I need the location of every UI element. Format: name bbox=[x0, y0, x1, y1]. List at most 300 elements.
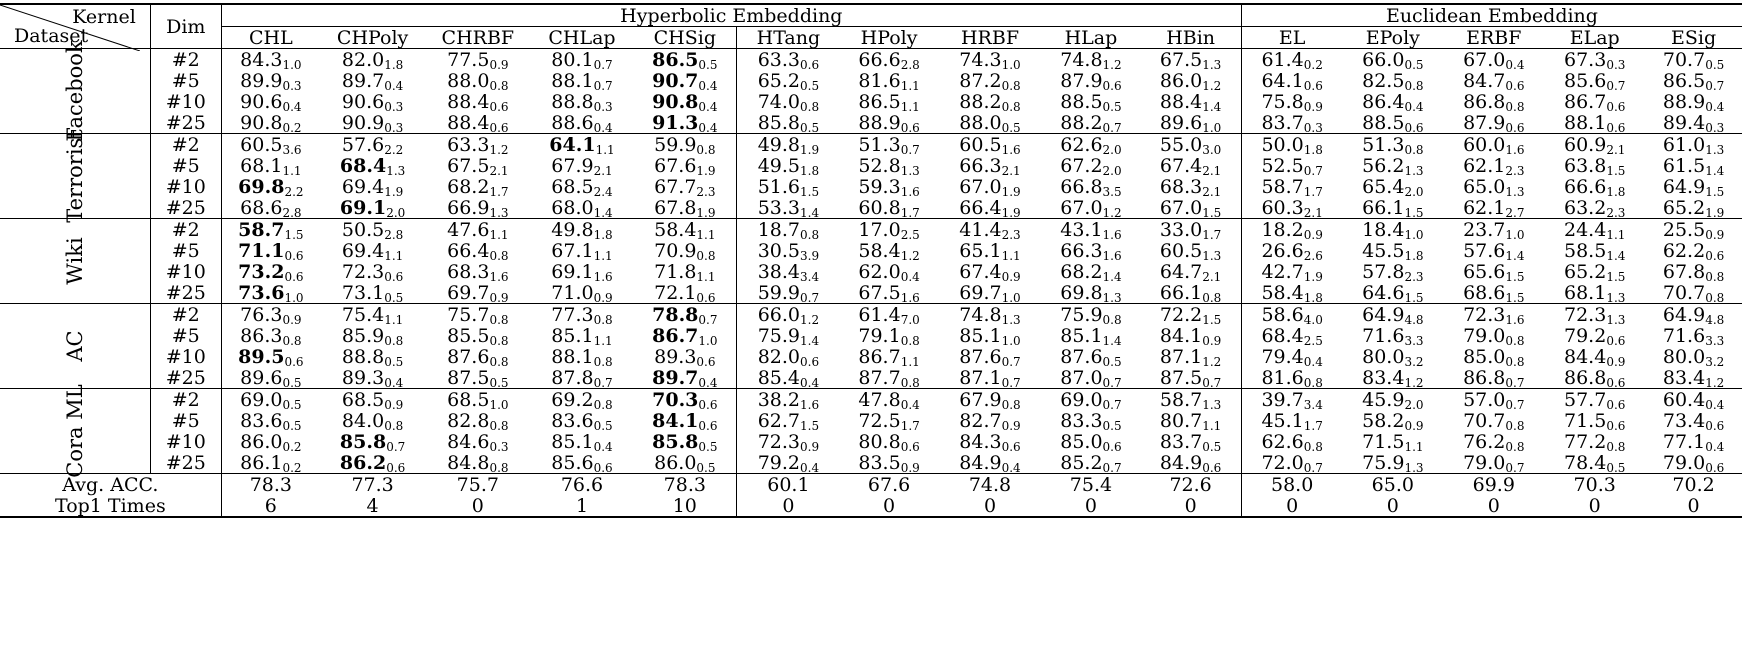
std-value: 3.9 bbox=[800, 248, 820, 263]
std-value: 0.5 bbox=[696, 460, 716, 475]
accuracy-value: 67.1 bbox=[551, 239, 594, 262]
dim-cell: #10 bbox=[150, 431, 221, 452]
accuracy-value: 50.0 bbox=[1261, 133, 1304, 156]
accuracy-value: 86.8 bbox=[1463, 366, 1506, 389]
std-value: 0.5 bbox=[1102, 99, 1122, 114]
std-value: 1.0 bbox=[698, 333, 718, 348]
std-value: 1.8 bbox=[593, 227, 613, 242]
accuracy-value: 49.5 bbox=[757, 154, 800, 177]
result-cell bbox=[320, 389, 425, 411]
std-value: 0.5 bbox=[698, 439, 718, 454]
result-cell bbox=[840, 91, 939, 112]
accuracy-value: 58.2 bbox=[1362, 409, 1405, 432]
result-cell bbox=[1042, 389, 1141, 411]
accuracy-value: 85.8 bbox=[339, 430, 387, 453]
std-value: 1.5 bbox=[1404, 205, 1424, 220]
std-value: 0.7 bbox=[1102, 375, 1122, 390]
result-cell bbox=[1544, 49, 1645, 71]
result-cell bbox=[221, 282, 320, 304]
accuracy-value: 74.0 bbox=[757, 90, 800, 113]
result-cell bbox=[737, 304, 840, 326]
std-value: 0.9 bbox=[1202, 333, 1222, 348]
result-cell bbox=[320, 410, 425, 431]
result-cell bbox=[1645, 112, 1742, 134]
top1-times-value: 0 bbox=[1386, 494, 1399, 517]
accuracy-value: 85.1 bbox=[551, 324, 594, 347]
accuracy-value: 80.0 bbox=[1362, 345, 1405, 368]
std-value: 3.0 bbox=[1202, 142, 1222, 157]
accuracy-value: 70.7 bbox=[1662, 48, 1706, 71]
accuracy-value: 89.7 bbox=[341, 69, 385, 92]
accuracy-value: 68.1 bbox=[240, 154, 283, 177]
accuracy-value: 60.9 bbox=[1564, 133, 1607, 156]
std-value: 0.6 bbox=[1202, 460, 1222, 475]
accuracy-value: 66.3 bbox=[1060, 239, 1103, 262]
top1-times-value: 0 bbox=[1184, 494, 1197, 517]
result-cell bbox=[1140, 410, 1241, 431]
std-value: 1.6 bbox=[1001, 142, 1021, 157]
std-value: 3.2 bbox=[1705, 354, 1725, 369]
result-cell bbox=[840, 197, 939, 219]
accuracy-value: 70.3 bbox=[652, 388, 699, 411]
std-value: 1.7 bbox=[489, 184, 509, 199]
accuracy-value: 86.8 bbox=[1564, 366, 1607, 389]
accuracy-value: 85.5 bbox=[447, 324, 490, 347]
std-value: 0.6 bbox=[1606, 99, 1626, 114]
accuracy-value: 58.5 bbox=[1564, 239, 1607, 262]
result-cell bbox=[938, 112, 1041, 134]
top1-times-value: 0 bbox=[1084, 494, 1097, 517]
accuracy-value: 71.1 bbox=[238, 239, 285, 262]
accuracy-value: 71.8 bbox=[654, 260, 697, 283]
result-cell bbox=[530, 325, 633, 346]
result-cell bbox=[530, 410, 633, 431]
result-cell bbox=[1042, 240, 1141, 261]
std-value: 0.8 bbox=[489, 418, 509, 433]
accuracy-value: 84.4 bbox=[1564, 345, 1607, 368]
accuracy-value: 82.0 bbox=[341, 48, 385, 71]
accuracy-value: 71.5 bbox=[1564, 409, 1607, 432]
result-cell bbox=[737, 240, 840, 261]
accuracy-value: 88.2 bbox=[1060, 111, 1103, 134]
avg-acc-value: 70.3 bbox=[1573, 473, 1616, 496]
result-cell bbox=[1544, 155, 1645, 176]
accuracy-value: 61.4 bbox=[1261, 48, 1304, 71]
std-value: 0.7 bbox=[1102, 120, 1122, 135]
accuracy-value: 67.8 bbox=[654, 196, 697, 219]
dim-header: Dim bbox=[150, 4, 221, 49]
accuracy-value: 85.1 bbox=[959, 324, 1002, 347]
accuracy-value: 75.4 bbox=[341, 303, 385, 326]
accuracy-value: 79.0 bbox=[1463, 324, 1506, 347]
std-value: 0.6 bbox=[1705, 460, 1725, 475]
std-value: 0.6 bbox=[1606, 120, 1626, 135]
kernel-header-hlap: HLap bbox=[1042, 27, 1141, 49]
accuracy-value: 64.1 bbox=[549, 133, 596, 156]
result-cell bbox=[1140, 325, 1241, 346]
result-cell bbox=[938, 155, 1041, 176]
result-cell bbox=[221, 261, 320, 282]
accuracy-value: 57.7 bbox=[1564, 388, 1607, 411]
accuracy-value: 84.6 bbox=[447, 430, 490, 453]
accuracy-value: 68.1 bbox=[1564, 281, 1607, 304]
result-cell bbox=[840, 155, 939, 176]
result-cell bbox=[737, 197, 840, 219]
result-cell bbox=[1544, 112, 1645, 134]
result-cell bbox=[1342, 282, 1443, 304]
std-value: 0.8 bbox=[1202, 290, 1222, 305]
accuracy-value: 69.7 bbox=[959, 281, 1002, 304]
result-cell bbox=[1443, 367, 1544, 389]
std-value: 1.9 bbox=[384, 184, 404, 199]
result-cell bbox=[1342, 452, 1443, 474]
std-value: 1.5 bbox=[800, 184, 820, 199]
std-value: 0.8 bbox=[1505, 354, 1525, 369]
accuracy-value: 84.8 bbox=[447, 451, 490, 474]
result-cell bbox=[1645, 431, 1742, 452]
dataset-label: Dataset bbox=[14, 25, 89, 47]
std-value: 0.4 bbox=[800, 375, 820, 390]
accuracy-value: 74.3 bbox=[959, 48, 1002, 71]
std-value: 0.7 bbox=[1505, 397, 1525, 412]
result-cell bbox=[737, 389, 840, 411]
std-value: 0.6 bbox=[698, 418, 718, 433]
result-cell bbox=[1342, 70, 1443, 91]
accuracy-value: 88.8 bbox=[341, 345, 385, 368]
std-value: 1.1 bbox=[1001, 248, 1021, 263]
dim-cell: #5 bbox=[150, 240, 221, 261]
std-value: 1.9 bbox=[696, 205, 716, 220]
result-cell bbox=[1042, 70, 1141, 91]
accuracy-value: 89.9 bbox=[240, 69, 283, 92]
accuracy-value: 57.0 bbox=[1463, 388, 1506, 411]
result-cell bbox=[634, 261, 737, 282]
std-value: 0.7 bbox=[1001, 375, 1021, 390]
std-value: 1.7 bbox=[900, 205, 920, 220]
accuracy-value: 64.6 bbox=[1362, 281, 1405, 304]
result-cell bbox=[1042, 112, 1141, 134]
accuracy-value: 85.1 bbox=[551, 430, 594, 453]
result-cell bbox=[1443, 70, 1544, 91]
top1-times-value: 0 bbox=[883, 494, 896, 517]
accuracy-value: 58.4 bbox=[654, 218, 697, 241]
accuracy-value: 90.7 bbox=[652, 69, 699, 92]
result-cell bbox=[1645, 452, 1742, 474]
std-value: 1.4 bbox=[1202, 99, 1222, 114]
accuracy-value: 66.0 bbox=[757, 303, 800, 326]
accuracy-value: 86.7 bbox=[858, 345, 901, 368]
std-value: 0.6 bbox=[1505, 78, 1525, 93]
std-value: 0.8 bbox=[593, 312, 613, 327]
result-cell bbox=[1042, 91, 1141, 112]
table-row bbox=[0, 70, 1742, 91]
avg-acc-value: 70.2 bbox=[1672, 473, 1715, 496]
accuracy-value: 67.9 bbox=[551, 154, 594, 177]
result-cell bbox=[1645, 70, 1742, 91]
result-cell bbox=[1241, 304, 1342, 326]
std-value: 1.5 bbox=[1505, 290, 1525, 305]
result-cell bbox=[221, 325, 320, 346]
result-cell bbox=[737, 49, 840, 71]
result-cell bbox=[530, 219, 633, 241]
result-cell bbox=[634, 304, 737, 326]
result-cell bbox=[840, 49, 939, 71]
result-cell bbox=[938, 452, 1041, 474]
accuracy-value: 72.5 bbox=[858, 409, 901, 432]
accuracy-value: 68.3 bbox=[447, 260, 490, 283]
hyperbolic-group-header: Hyperbolic Embedding bbox=[221, 4, 1241, 27]
std-value: 0.5 bbox=[384, 354, 404, 369]
std-value: 0.8 bbox=[696, 248, 716, 263]
result-cell bbox=[1544, 410, 1645, 431]
accuracy-value: 66.1 bbox=[1159, 281, 1203, 304]
accuracy-value: 89.7 bbox=[652, 366, 699, 389]
kernel-header-hpoly: HPoly bbox=[840, 27, 939, 49]
result-cell bbox=[1342, 367, 1443, 389]
result-cell bbox=[938, 197, 1041, 219]
result-cell bbox=[530, 431, 633, 452]
accuracy-value: 86.0 bbox=[240, 430, 283, 453]
accuracy-value: 75.9 bbox=[757, 324, 800, 347]
result-cell bbox=[1042, 261, 1141, 282]
std-value: 0.9 bbox=[1001, 269, 1021, 284]
result-cell bbox=[1645, 219, 1742, 241]
accuracy-value: 87.8 bbox=[551, 366, 594, 389]
accuracy-value: 82.0 bbox=[757, 345, 800, 368]
accuracy-value: 51.6 bbox=[757, 175, 800, 198]
result-cell bbox=[840, 304, 939, 326]
result-cell bbox=[1342, 346, 1443, 367]
kernel-header-el: EL bbox=[1241, 27, 1342, 49]
accuracy-value: 33.0 bbox=[1159, 218, 1203, 241]
result-cell bbox=[1443, 91, 1544, 112]
std-value: 0.7 bbox=[1505, 460, 1525, 475]
accuracy-value: 86.5 bbox=[652, 48, 699, 71]
dim-cell: #2 bbox=[150, 219, 221, 241]
accuracy-value: 85.2 bbox=[1060, 451, 1103, 474]
accuracy-value: 38.2 bbox=[757, 388, 800, 411]
result-cell bbox=[530, 282, 633, 304]
accuracy-value: 60.5 bbox=[240, 133, 283, 156]
accuracy-value: 64.9 bbox=[1662, 175, 1706, 198]
std-value: 2.3 bbox=[1404, 269, 1424, 284]
std-value: 0.8 bbox=[1606, 439, 1626, 454]
std-value: 1.2 bbox=[800, 312, 820, 327]
std-value: 0.7 bbox=[800, 290, 820, 305]
std-value: 0.6 bbox=[800, 354, 820, 369]
std-value: 0.8 bbox=[1303, 375, 1323, 390]
dataset-cell bbox=[0, 304, 150, 389]
std-value: 0.8 bbox=[1505, 418, 1525, 433]
accuracy-value: 72.3 bbox=[341, 260, 385, 283]
accuracy-value: 55.0 bbox=[1159, 133, 1203, 156]
std-value: 1.1 bbox=[900, 78, 920, 93]
std-value: 1.8 bbox=[1303, 290, 1323, 305]
std-value: 0.6 bbox=[284, 248, 304, 263]
std-value: 0.9 bbox=[1303, 227, 1323, 242]
result-cell bbox=[634, 325, 737, 346]
accuracy-value: 83.7 bbox=[1159, 430, 1203, 453]
std-value: 0.4 bbox=[800, 460, 820, 475]
std-value: 0.6 bbox=[1303, 78, 1323, 93]
accuracy-value: 79.4 bbox=[1261, 345, 1304, 368]
accuracy-value: 88.1 bbox=[551, 69, 594, 92]
std-value: 1.7 bbox=[1303, 418, 1323, 433]
std-value: 1.0 bbox=[284, 290, 304, 305]
std-value: 2.1 bbox=[1303, 205, 1323, 220]
std-value: 1.3 bbox=[1001, 312, 1021, 327]
accuracy-value: 49.8 bbox=[757, 133, 800, 156]
std-value: 0.6 bbox=[1606, 418, 1626, 433]
std-value: 1.0 bbox=[489, 397, 509, 412]
result-cell bbox=[1342, 325, 1443, 346]
result-cell bbox=[221, 240, 320, 261]
std-value: 0.9 bbox=[1705, 227, 1725, 242]
accuracy-value: 60.5 bbox=[959, 133, 1002, 156]
accuracy-value: 81.6 bbox=[1261, 366, 1304, 389]
accuracy-value: 83.7 bbox=[1261, 111, 1304, 134]
result-cell bbox=[221, 134, 320, 156]
dataset-name: Wiki bbox=[62, 237, 87, 285]
std-value: 0.6 bbox=[900, 439, 920, 454]
result-cell bbox=[1645, 304, 1742, 326]
result-cell bbox=[840, 219, 939, 241]
std-value: 0.4 bbox=[384, 375, 404, 390]
dim-cell: #10 bbox=[150, 91, 221, 112]
std-value: 1.8 bbox=[1606, 184, 1626, 199]
std-value: 1.8 bbox=[384, 57, 404, 72]
accuracy-value: 79.0 bbox=[1662, 451, 1706, 474]
std-value: 0.4 bbox=[1705, 397, 1725, 412]
std-value: 0.5 bbox=[1705, 57, 1725, 72]
accuracy-value: 83.5 bbox=[858, 451, 901, 474]
accuracy-value: 72.2 bbox=[1159, 303, 1203, 326]
accuracy-value: 17.0 bbox=[858, 218, 901, 241]
top1-times-value: 0 bbox=[471, 494, 484, 517]
accuracy-value: 83.3 bbox=[1060, 409, 1103, 432]
std-value: 0.6 bbox=[1606, 375, 1626, 390]
result-cell bbox=[425, 112, 530, 134]
accuracy-value: 67.0 bbox=[1060, 196, 1103, 219]
accuracy-value: 66.6 bbox=[858, 48, 901, 71]
top1-times-value: 0 bbox=[737, 495, 840, 517]
std-value: 1.3 bbox=[1202, 248, 1222, 263]
std-value: 0.8 bbox=[282, 333, 302, 348]
std-value: 1.2 bbox=[1404, 375, 1424, 390]
accuracy-value: 88.1 bbox=[1564, 111, 1607, 134]
std-value: 2.1 bbox=[1606, 142, 1626, 157]
result-cell bbox=[938, 431, 1041, 452]
std-value: 1.6 bbox=[489, 269, 509, 284]
std-value: 1.1 bbox=[900, 99, 920, 114]
result-cell bbox=[320, 112, 425, 134]
result-cell bbox=[425, 91, 530, 112]
result-cell bbox=[840, 346, 939, 367]
accuracy-value: 59.9 bbox=[654, 133, 697, 156]
result-cell bbox=[938, 219, 1041, 241]
accuracy-value: 58.4 bbox=[1261, 281, 1304, 304]
accuracy-value: 86.7 bbox=[652, 324, 699, 347]
std-value: 1.4 bbox=[1705, 163, 1725, 178]
top1-times-value: 4 bbox=[366, 494, 379, 517]
std-value: 1.3 bbox=[1505, 184, 1525, 199]
result-cell bbox=[425, 325, 530, 346]
accuracy-value: 69.0 bbox=[1060, 388, 1103, 411]
table-row bbox=[0, 452, 1742, 474]
std-value: 1.2 bbox=[1202, 78, 1222, 93]
result-cell bbox=[530, 240, 633, 261]
std-value: 0.9 bbox=[1404, 418, 1424, 433]
accuracy-value: 64.9 bbox=[1662, 303, 1706, 326]
result-cell bbox=[221, 112, 320, 134]
accuracy-value: 68.0 bbox=[551, 196, 594, 219]
result-cell bbox=[1241, 155, 1342, 176]
std-value: 0.6 bbox=[1102, 78, 1122, 93]
accuracy-value: 88.4 bbox=[447, 111, 490, 134]
accuracy-value: 84.9 bbox=[959, 451, 1002, 474]
dim-cell: #5 bbox=[150, 155, 221, 176]
accuracy-value: 88.5 bbox=[1060, 90, 1103, 113]
avg-acc-value: 58.0 bbox=[1241, 474, 1342, 496]
accuracy-value: 71.0 bbox=[551, 281, 594, 304]
result-cell bbox=[1645, 49, 1742, 71]
accuracy-value: 79.2 bbox=[757, 451, 800, 474]
accuracy-value: 82.5 bbox=[1362, 69, 1405, 92]
dim-cell: #5 bbox=[150, 410, 221, 431]
accuracy-value: 88.4 bbox=[447, 90, 490, 113]
result-cell bbox=[840, 431, 939, 452]
std-value: 1.6 bbox=[1102, 248, 1122, 263]
accuracy-value: 68.3 bbox=[1159, 175, 1203, 198]
result-cell bbox=[1342, 197, 1443, 219]
avg-acc-value: 65.0 bbox=[1371, 473, 1414, 496]
result-cell bbox=[1241, 346, 1342, 367]
result-cell bbox=[840, 240, 939, 261]
accuracy-value: 86.0 bbox=[1159, 69, 1203, 92]
top1-times-value: 0 bbox=[983, 494, 997, 517]
std-value: 0.6 bbox=[593, 460, 613, 475]
result-cell bbox=[634, 389, 737, 411]
dataset-cell bbox=[0, 40, 150, 142]
result-cell bbox=[1443, 410, 1544, 431]
accuracy-value: 75.9 bbox=[1362, 451, 1405, 474]
accuracy-value: 45.9 bbox=[1362, 388, 1405, 411]
accuracy-value: 87.1 bbox=[959, 366, 1002, 389]
result-cell bbox=[1443, 49, 1544, 71]
result-cell bbox=[1443, 325, 1544, 346]
result-cell bbox=[737, 367, 840, 389]
result-cell bbox=[320, 452, 425, 474]
std-value: 0.5 bbox=[800, 120, 820, 135]
accuracy-value: 64.1 bbox=[1261, 69, 1304, 92]
avg-acc-value: 69.9 bbox=[1472, 473, 1515, 496]
accuracy-value: 67.8 bbox=[1662, 260, 1706, 283]
result-cell bbox=[530, 176, 633, 197]
accuracy-value: 67.3 bbox=[1564, 48, 1607, 71]
std-value: 3.4 bbox=[1303, 397, 1323, 412]
std-value: 1.1 bbox=[489, 227, 509, 242]
accuracy-value: 68.6 bbox=[1463, 281, 1506, 304]
std-value: 7.0 bbox=[900, 312, 920, 327]
result-cell bbox=[634, 410, 737, 431]
accuracy-value: 76.2 bbox=[1463, 430, 1506, 453]
accuracy-value: 89.6 bbox=[240, 366, 283, 389]
result-cell bbox=[1645, 134, 1742, 156]
accuracy-value: 85.8 bbox=[652, 430, 699, 453]
result-cell bbox=[1645, 176, 1742, 197]
std-value: 0.9 bbox=[900, 460, 920, 475]
result-cell bbox=[737, 410, 840, 431]
